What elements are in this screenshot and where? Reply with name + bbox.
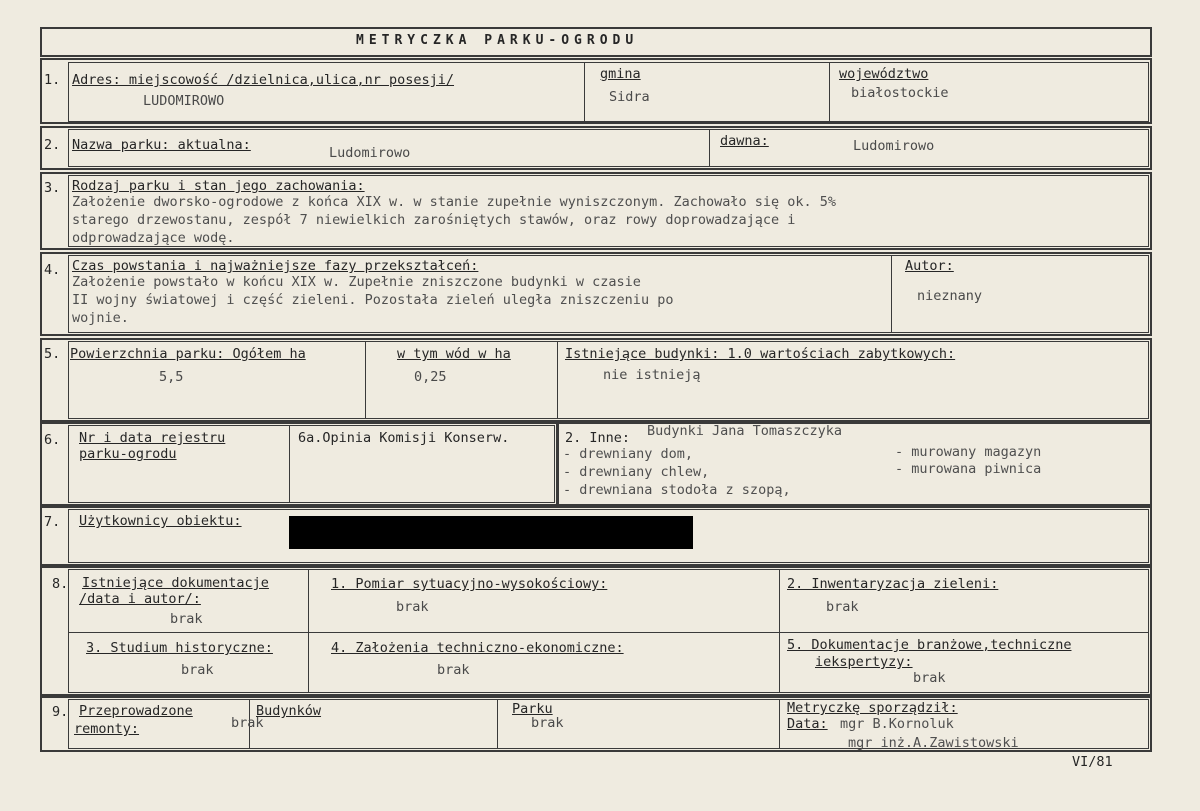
renovations-label-line-2: remonty: [74,721,140,737]
date-stamp: VI/81 [1072,754,1113,770]
conservation-opinion-label: 6a.Opinia Komisji Konserw. [298,430,510,446]
wojewodztwo-value: białostockie [851,85,949,101]
survey-value: brak [396,599,429,615]
register-label-line-2: parku-ogrodu [79,446,177,462]
section-1-number: 1. [44,72,61,88]
water-area-value: 0,25 [414,369,447,385]
section-8-number: 8. [52,576,69,592]
park-name-value: Ludomirowo [329,145,411,161]
section-2-number: 2. [44,137,61,153]
technical-assumptions-value: brak [437,662,470,678]
park-renovation-value: brak [531,715,564,731]
prepared-by-author-2: mgr inż.A.Zawistowski [848,735,1019,751]
author-value: nieznany [917,288,983,304]
page-title: METRYCZKA PARKU-OGRODU [356,33,639,48]
area-value: 5,5 [159,369,184,385]
history-line-2: II wojny światowej i część zieleni. Pozostała zieleń uległa zniszczeniu po [72,292,674,308]
gmina-value: Sidra [609,89,650,105]
section-7-number: 7. [44,514,61,530]
existing-buildings-label: Istniejące budynki: 1.0 wartościach zabytkowych: [565,346,956,362]
existing-docs-value: brak [170,611,203,627]
renovations-value: brak [231,715,264,731]
existing-docs-label-line-1: Istniejące dokumentacje [82,575,269,591]
park-type-line-1: Założenie dworsko-ogrodowe z końca XIX w. w stanie zupełnie wyniszczonym. Zachowało się ok. 5% [72,194,837,210]
register-label-line-1: Nr i data rejestru [79,430,226,446]
area-label: Powierzchnia parku: Ogółem ha [70,346,306,362]
building-item: - murowany magazyn [895,444,1042,460]
section-9-number: 9. [52,704,69,720]
prepared-by-author-1: mgr B.Kornoluk [840,716,954,732]
building-item: - drewniany chlew, [563,464,710,480]
water-area-label: w tym wód w ha [397,346,511,362]
survey-label: 1. Pomiar sytuacyjno-wysokościowy: [331,576,608,592]
building-item: - murowana piwnica [895,461,1042,477]
date-label: Data: [787,716,828,732]
park-type-line-2: starego drzewostanu, zespół 7 niewielkich zarośniętych stawów, oraz rowy doprowadzające i [72,212,796,228]
buildings-renovation-label: Budynków [256,703,322,719]
wojewodztwo-label: województwo [839,66,929,82]
history-label: Czas powstania i najważniejsze fazy przekształceń: [72,258,479,274]
technical-assumptions-label: 4. Założenia techniczno-ekonomiczne: [331,640,624,656]
former-name-value: Ludomirowo [853,138,935,154]
redaction-bar [289,516,693,549]
former-name-label: dawna: [720,133,769,149]
existing-docs-label-line-2: /data i autor/: [79,591,201,607]
industry-docs-label-line-2: iekspertyzy: [815,654,913,670]
historical-study-value: brak [181,662,214,678]
building-item: - drewniana stodoła z szopą, [563,482,791,498]
industry-docs-value: brak [913,670,946,686]
park-type-label: Rodzaj parku i stan jego zachowania: [72,178,365,194]
history-line-3: wojnie. [72,310,129,326]
other-buildings-label: 2. Inne: [565,430,631,446]
building-item: - drewniany dom, [563,446,694,462]
section-6-number: 6. [44,432,61,448]
section-5-number: 5. [44,346,61,362]
address-value: LUDOMIROWO [143,93,225,109]
renovations-label-line-1: Przeprowadzone [79,703,193,719]
other-buildings-heading: Budynki Jana Tomaszczyka [647,423,843,439]
park-type-line-3: odprowadzające wodę. [72,230,235,246]
section-3-number: 3. [44,180,61,196]
author-label: Autor: [905,258,954,274]
greenery-inventory-value: brak [826,599,859,615]
address-label: Adres: miejscowość /dzielnica,ulica,nr posesji/ [72,72,455,88]
greenery-inventory-label: 2. Inwentaryzacja zieleni: [787,576,999,592]
users-label: Użytkownicy obiektu: [79,513,242,529]
historical-study-label: 3. Studium historyczne: [86,640,273,656]
existing-buildings-value: nie istnieją [603,367,701,383]
park-renovation-label: Parku [512,701,553,717]
section-1-address-cell [68,62,585,122]
gmina-label: gmina [600,66,641,82]
park-name-label: Nazwa parku: aktualna: [72,137,251,153]
industry-docs-label-line-1: 5. Dokumentacje branżowe,techniczne [787,637,1072,653]
history-line-1: Założenie powstało w końcu XIX w. Zupełnie zniszczone budynki w czasie [72,274,641,290]
section-4-number: 4. [44,262,61,278]
prepared-by-label: Metryczkę sporządził: [787,700,958,716]
